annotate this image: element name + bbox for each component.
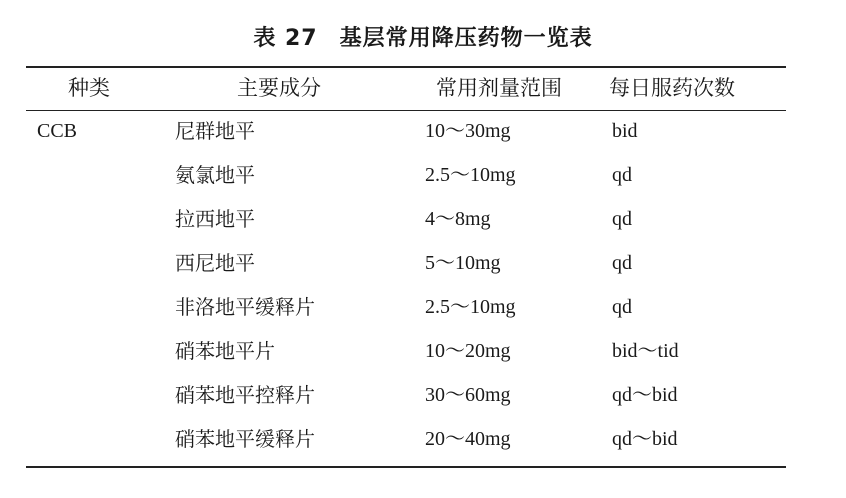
table-row <box>0 114 846 148</box>
cell-frequency: bid <box>612 120 638 142</box>
table-number: 表 27 <box>253 26 318 51</box>
cell-ingredient: 硝苯地平缓释片 <box>175 427 315 451</box>
table-row <box>0 246 846 280</box>
cell-dose: 2.5～10mg <box>425 164 516 186</box>
table-row <box>0 202 846 236</box>
table-row <box>0 158 846 192</box>
table-title <box>0 21 846 52</box>
cell-dose: 2.5～10mg <box>425 296 516 318</box>
cell-frequency: qd <box>612 252 632 274</box>
cell-frequency: qd～bid <box>612 428 678 450</box>
cell-dose: 30～60mg <box>425 384 511 406</box>
cell-dose: 10～30mg <box>425 120 511 142</box>
cell-ingredient: 尼群地平 <box>175 119 255 143</box>
cell-dose: 20～40mg <box>425 428 511 450</box>
cell-ingredient: 硝苯地平片 <box>175 339 275 363</box>
table-row <box>0 378 846 412</box>
cell-dose: 5～10mg <box>425 252 501 274</box>
bottom-rule <box>26 466 786 468</box>
cell-frequency: qd <box>612 296 632 318</box>
cell-ingredient: 氨氯地平 <box>175 163 255 187</box>
table-row <box>0 290 846 324</box>
header-frequency: 每日服药次数 <box>609 76 735 100</box>
header-type: 种类 <box>68 76 110 100</box>
cell-ingredient: 非洛地平缓释片 <box>175 295 315 319</box>
header-dose: 常用剂量范围 <box>436 76 562 100</box>
cell-dose: 4～8mg <box>425 208 491 230</box>
cell-ingredient: 西尼地平 <box>175 251 255 275</box>
top-rule <box>26 66 786 68</box>
cell-ingredient: 拉西地平 <box>175 207 255 231</box>
table-title-text: 基层常用降压药物一览表 <box>339 26 593 51</box>
cell-type: CCB <box>37 120 78 142</box>
cell-frequency: qd <box>612 208 632 230</box>
header-ingredient: 主要成分 <box>237 76 321 100</box>
cell-frequency: qd <box>612 164 632 186</box>
cell-ingredient: 硝苯地平控释片 <box>175 383 315 407</box>
cell-dose: 10～20mg <box>425 340 511 362</box>
cell-frequency: qd～bid <box>612 384 678 406</box>
table-row <box>0 334 846 368</box>
table-row <box>0 422 846 456</box>
table-header <box>0 72 846 104</box>
header-rule <box>26 110 786 111</box>
cell-frequency: bid～tid <box>612 340 679 362</box>
